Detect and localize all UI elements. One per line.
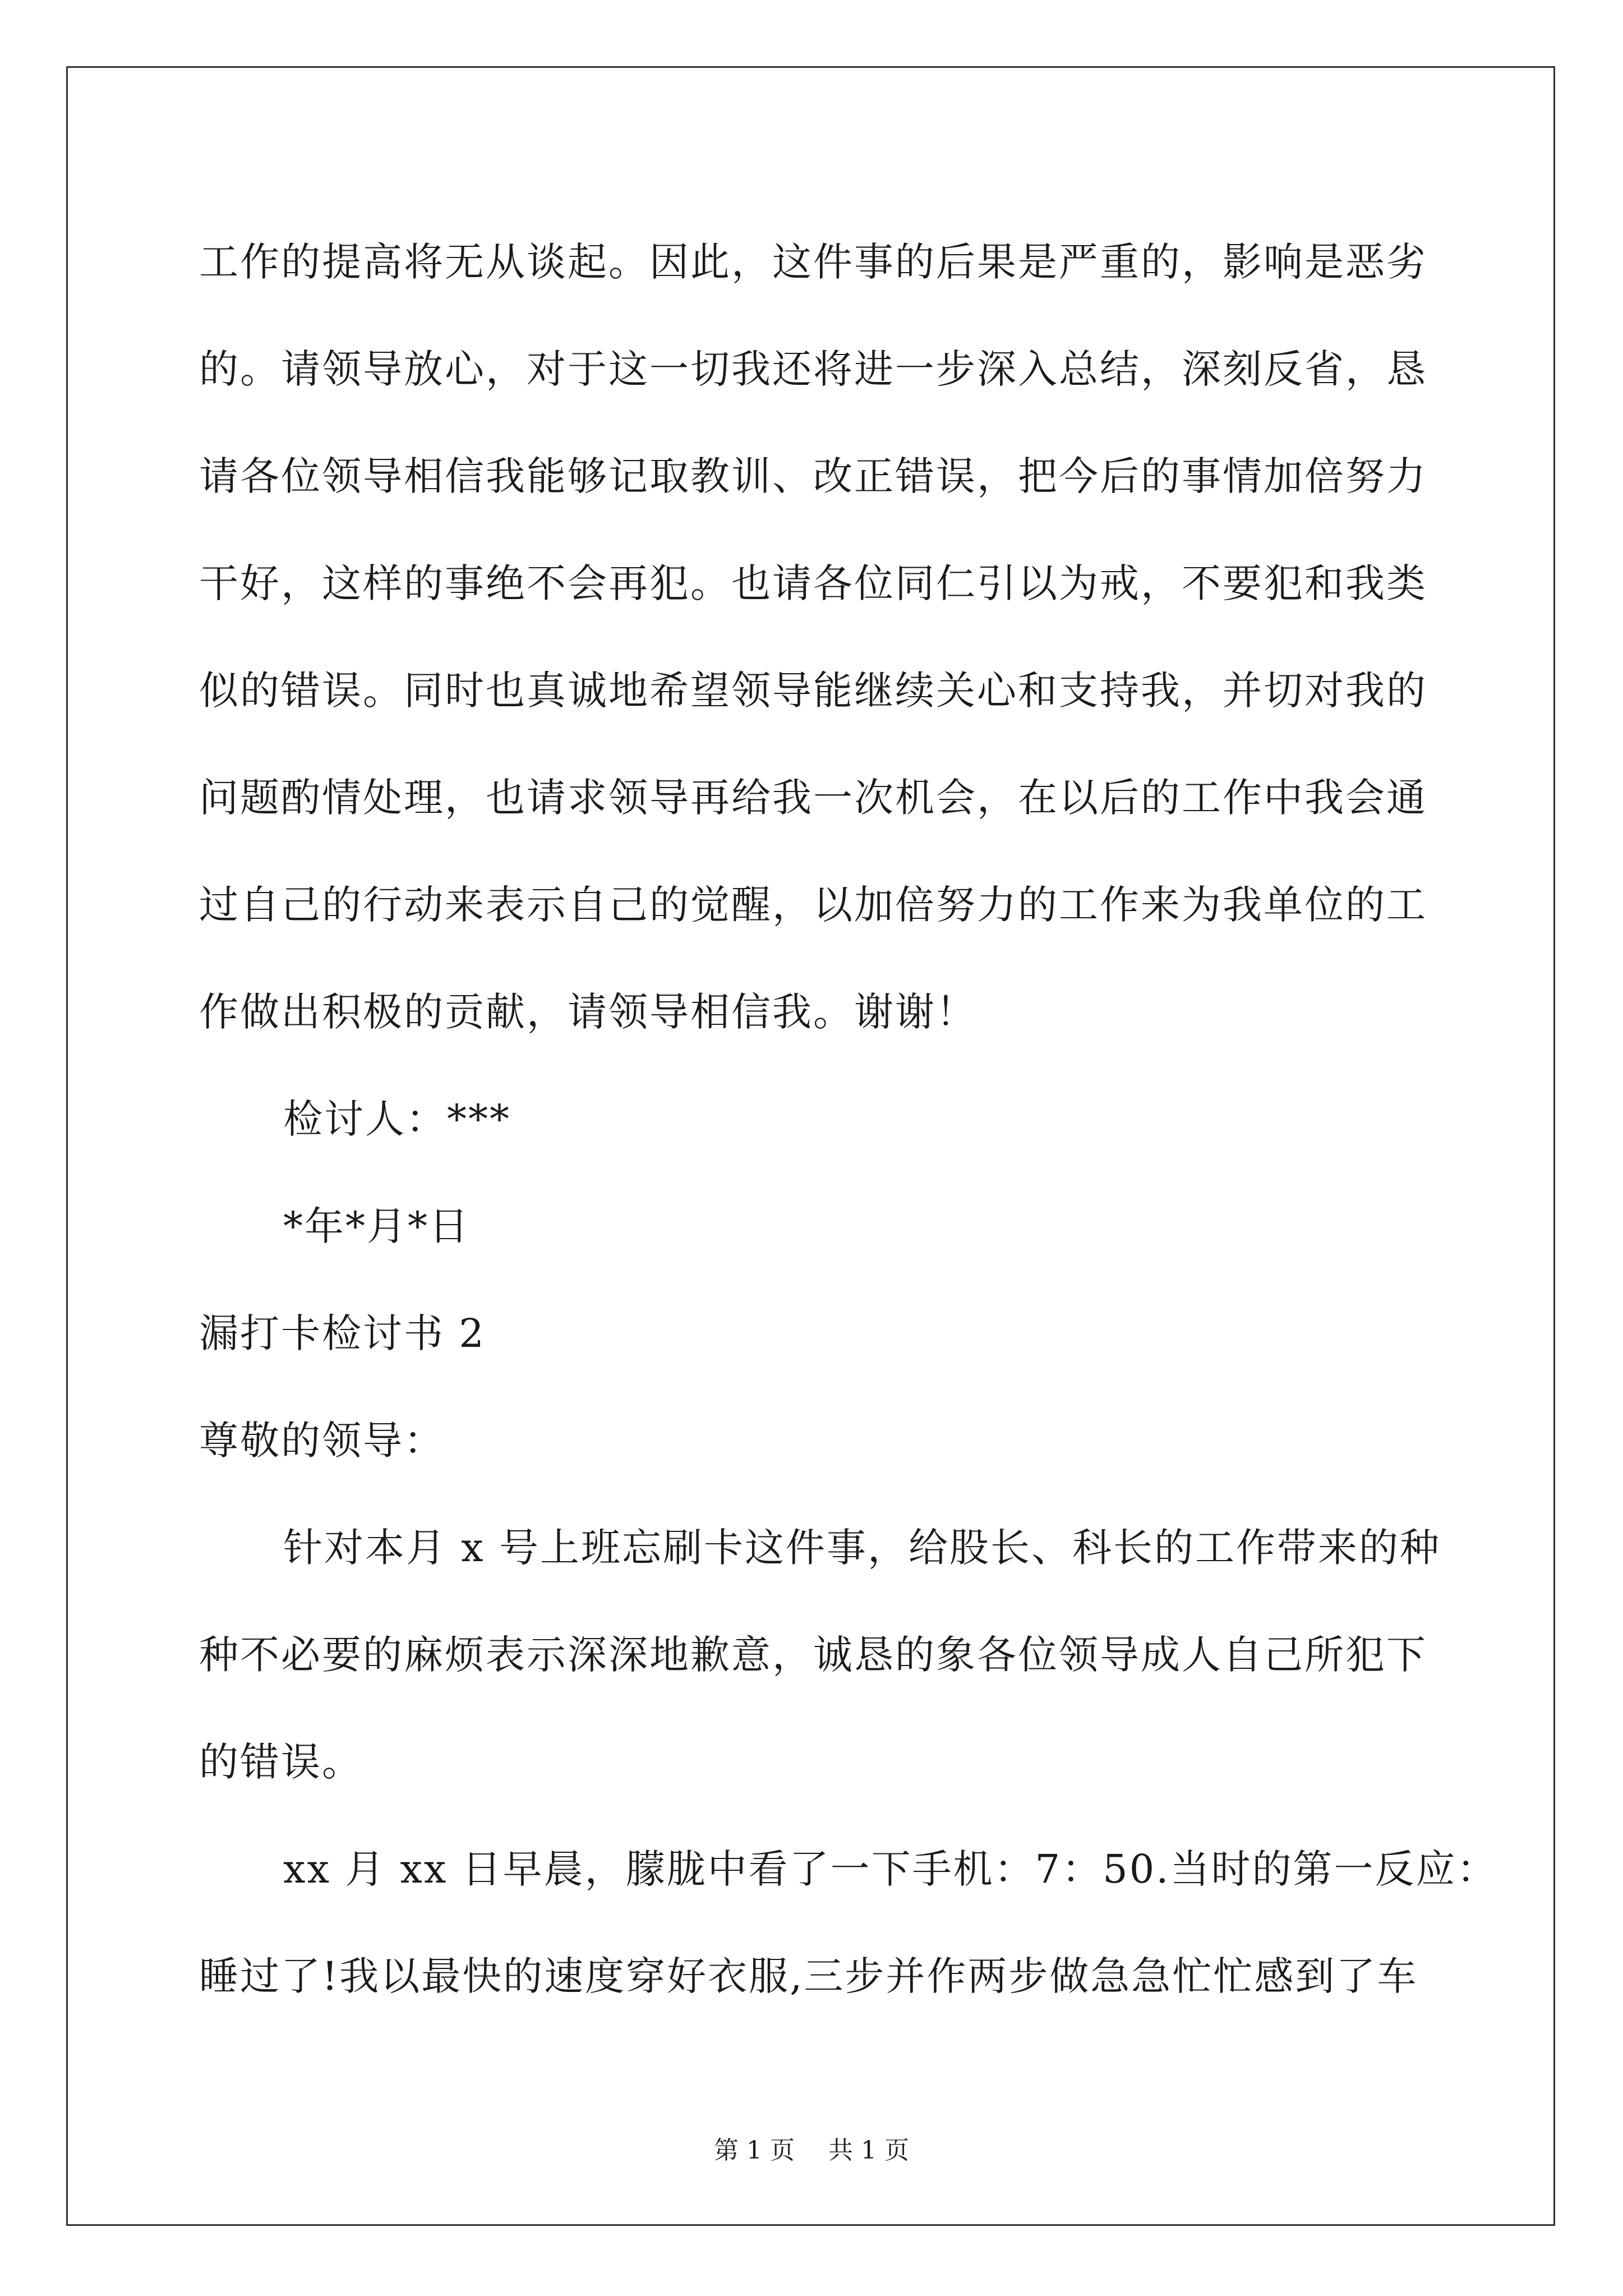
text-line: 种不必要的麻烦表示深深地歉意，诚恳的象各位领导成人自己所犯下 — [199, 1632, 1427, 1678]
text-line: 的错误。 — [199, 1739, 363, 1785]
text-line: 作做出积极的贡献，请领导相信我。谢谢！ — [199, 989, 977, 1035]
text-line: 干好，这样的事绝不会再犯。也请各位同仁引以为戒，不要犯和我类 — [199, 560, 1427, 606]
section-title: 漏打卡检讨书 2 — [199, 1310, 486, 1356]
text-line: 睡过了!我以最快的速度穿好衣服,三步并作两步做急急忙忙感到了车 — [199, 1953, 1418, 1999]
text-line: xx 月 xx 日早晨，朦胧中看了一下手机：7：50.当时的第一反应： — [283, 1846, 1498, 1892]
text-line: 针对本月 x 号上班忘刷卡这件事，给股长、科长的工作带来的种 — [283, 1525, 1441, 1571]
date-line: *年*月*日 — [283, 1203, 470, 1249]
text-line: 问题酌情处理，也请求领导再给我一次机会，在以后的工作中我会通 — [199, 775, 1427, 821]
text-line: 工作的提高将无从谈起。因此，这件事的后果是严重的，影响是恶劣 — [199, 239, 1427, 285]
salutation: 尊敬的领导： — [199, 1418, 445, 1464]
signature-line: 检讨人：*** — [283, 1096, 511, 1142]
page-total: 共 1 页 — [828, 2136, 909, 2165]
page-footer — [0, 2134, 1623, 2168]
text-line: 过自己的行动来表示自己的觉醒，以加倍努力的工作来为我单位的工 — [199, 882, 1427, 928]
text-line: 的。请领导放心，对于这一切我还将进一步深入总结，深刻反省，恳 — [199, 346, 1427, 392]
text-line: 请各位领导相信我能够记取教训、改正错误，把今后的事情加倍努力 — [199, 453, 1427, 499]
text-line: 似的错误。同时也真诚地希望领导能继续关心和支持我，并切对我的 — [199, 668, 1427, 714]
page-number: 第 1 页 — [714, 2136, 795, 2165]
document-body — [199, 209, 1498, 2030]
